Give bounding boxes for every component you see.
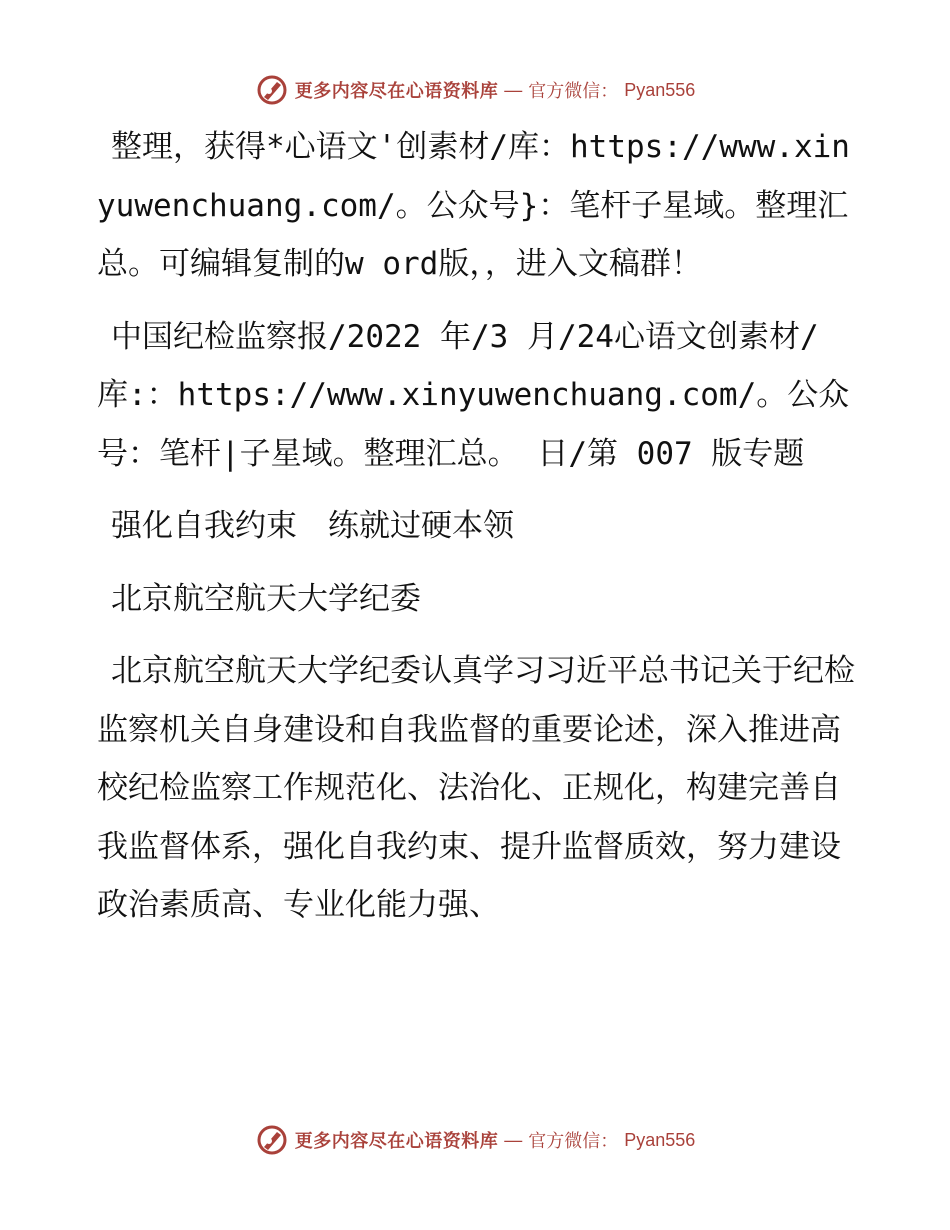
paragraph-intro: 整理，获得*心语文'创素材/库：https://www.xinyuwenchuang.com/。公众号}：笔杆子星域。整理汇总。可编辑复制的w ord版，，进入文稿群！ <box>97 129 850 282</box>
banner-separator: — <box>504 79 523 100</box>
paragraph-body: 北京航空航天大学纪委认真学习习近平总书记关于纪检监察机关自身建设和自我监督的重要论述，深入推进高校纪检监察工作规范化、法治化、正规化，构建完善自我监督体系，强化自我约束、提升监督质效，努力建设政治素质高、专业化能力强、 <box>97 653 855 923</box>
banner-separator: — <box>504 1129 523 1150</box>
banner-wechat-id: Pyan556 <box>624 1129 696 1150</box>
banner-official-label: 官方微信： <box>528 81 619 102</box>
logo-icon <box>255 1123 289 1157</box>
banner-title: 更多内容尽在心语资料库 <box>294 81 499 102</box>
banner-official-label: 官方微信： <box>528 1131 619 1152</box>
paragraph-source: 中国纪检监察报/2022 年/3 月/24心语文创素材/库:：https://www.xinyuwenchuang.com/。公众号：笔杆|子星域。整理汇总。 日/第 007 版专题 <box>97 318 850 472</box>
banner-title: 更多内容尽在心语资料库 <box>294 1131 499 1152</box>
document-body <box>97 118 857 949</box>
article-author: 北京航空航天大学纪委 <box>111 580 421 617</box>
header-banner <box>0 70 950 110</box>
banner-wechat-id: Pyan556 <box>624 79 696 100</box>
footer-banner <box>0 1120 950 1160</box>
logo-icon <box>255 73 289 107</box>
article-title: 强化自我约束 练就过硬本领 <box>111 508 514 544</box>
